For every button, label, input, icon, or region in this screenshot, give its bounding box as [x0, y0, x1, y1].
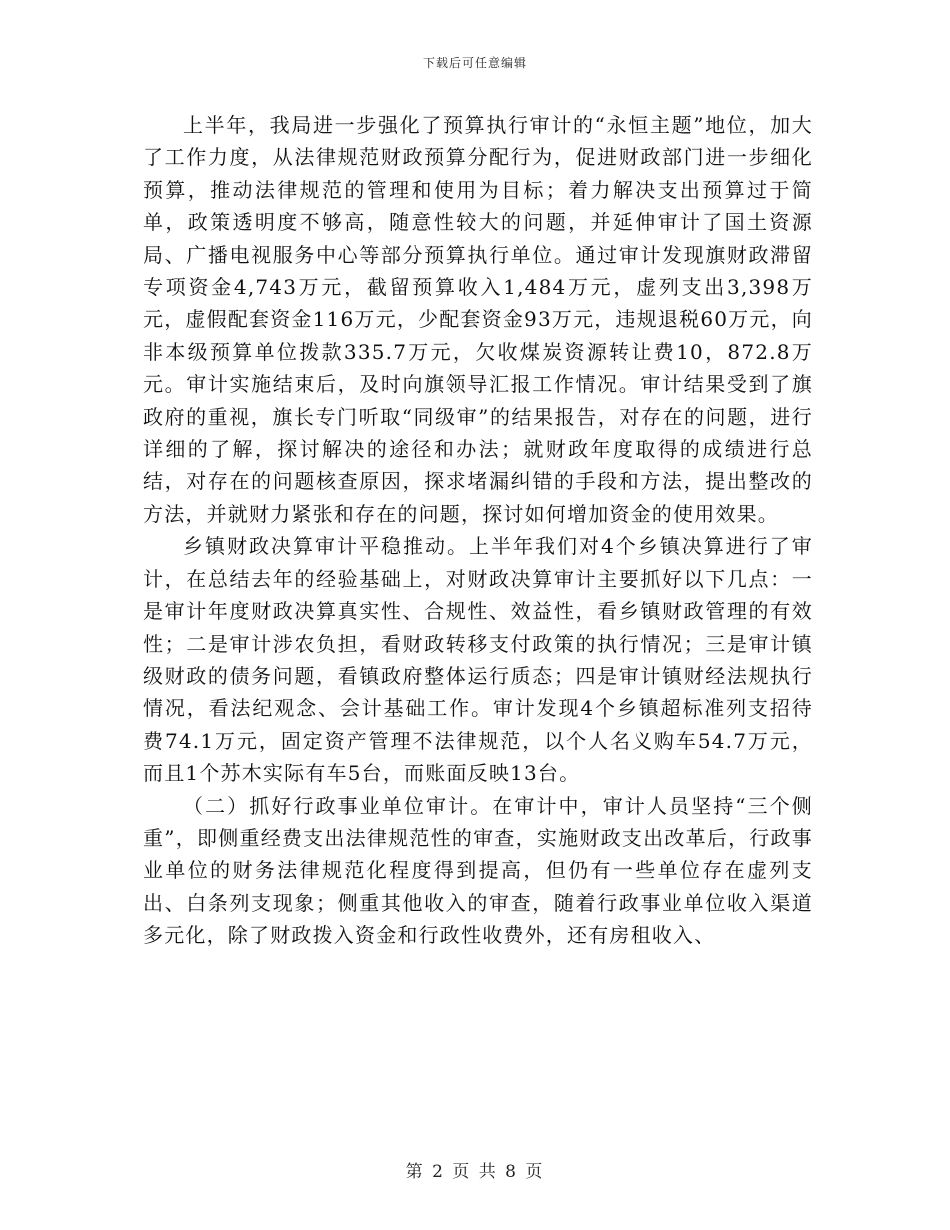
paragraph-township-audit: 乡镇财政决算审计平稳推动。上半年我们对4个乡镇决算进行了审计，在总结去年的经验基础上，对财政决算审计主要抓好以下几点：一是审计年度财政决算真实性、合规性、效益性，看乡镇财政管理的有效性；二是审计涉农负担，看财政转移支付政策的执行情况；三是审计镇级财政的债务问题，看镇政府整体运行质态；四是审计镇财经法规执行情况，看法纪观念、会计基础工作。审计发现4个乡镇超标准列支招待费74.1万元，固定资产管理不法律规范，以个人名义购车54.7万元，而且1个苏木实际有车5台，而账面反映13台。 [143, 534, 813, 786]
footer-page-number: 2 [432, 1162, 445, 1182]
document-body [143, 109, 813, 952]
page-header: 下载后可任意编辑 [422, 56, 527, 70]
paragraph-admin-unit-audit: （二）抓好行政事业单位审计。在审计中，审计人员坚持“三个侧重”，即侧重经费支出法律规范性的审查，实施财政支出改革后，行政事业单位的财务法律规范化程度得到提高，但仍有一些单位存在虚列支出、白条列支现象；侧重其他收入的审查，随着行政事业单位收入渠道多元化，除了财政拨入资金和行政性收费外，还有房租收入、 [143, 793, 813, 948]
footer-prefix: 第 [405, 1162, 425, 1182]
paragraph-budget-audit: 上半年，我局进一步强化了预算执行审计的“永恒主题”地位，加大了工作力度，从法律规范财政预算分配行为，促进财政部门进一步细化预算，推动法律规范的管理和使用为目标；着力解决支出预算过于简单，政策透明度不够高，随意性较大的问题，并延伸审计了国土资源局、广播电视服务中心等部分预算执行单位。通过审计发现旗财政滞留专项资金4,743万元，截留预算收入1,484万元，虚列支出3,398万元，虚假配套资金116万元，少配套资金93万元，违规退税60万元，向非本级预算单位拨款335.7万元，欠收煤炭资源转让费10，872.8万元。审计实施结束后，及时向旗领导汇报工作情况。审计结果受到了旗政府的重视，旗长专门听取“同级审”的结果报告，对存在的问题，进行详细的了解，探讨解决的途径和办法；就财政年度取得的成绩进行总结，对存在的问题核查原因，探求堵漏纠错的手段和方法，提出整改的方法，并就财力紧张和存在的问题，探讨如何增加资金的使用效果。 [143, 113, 813, 526]
footer-suffix: 页 [525, 1162, 545, 1182]
footer-total-pages: 8 [505, 1162, 518, 1182]
page-footer [0, 1157, 950, 1182]
footer-mid: 页 共 [452, 1162, 498, 1182]
